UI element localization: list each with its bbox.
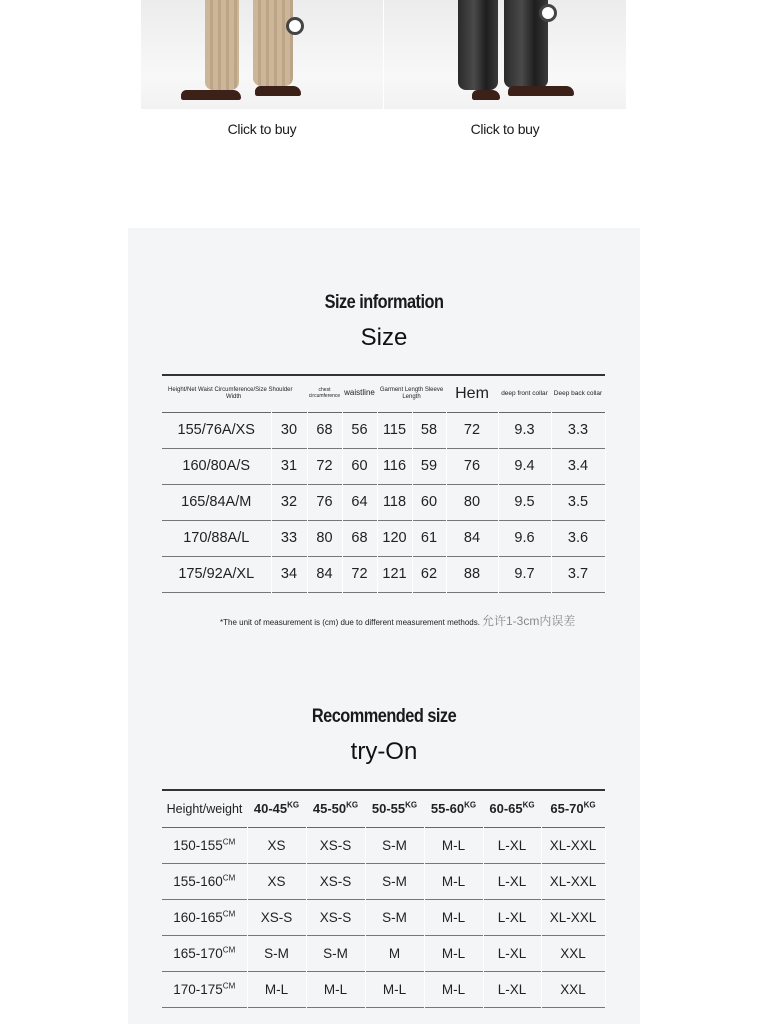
header-weight-range (365, 790, 424, 827)
product-card-black[interactable] (384, 0, 626, 145)
measurement-cell: 118 (377, 484, 412, 520)
header-length-label: Length (402, 393, 421, 400)
header-deep-back-collar: Deep back collar (553, 390, 603, 398)
hotspot-icon[interactable] (539, 4, 557, 22)
measurement-cell: 80 (307, 520, 342, 556)
recommended-size-cell: XXL (541, 971, 605, 1007)
header-width-label: Width (226, 393, 242, 400)
header-height-waist-label: Height/Net Waist Circumference/Size Shoulder (168, 387, 293, 394)
weight-unit: KG (583, 800, 596, 810)
recommended-table-row (162, 899, 605, 935)
header-label: 65-70 (550, 801, 584, 817)
product-card-beige[interactable] (141, 0, 383, 145)
recommended-size-cell: XS (247, 863, 306, 899)
recommended-size-cell: M-L (424, 827, 483, 863)
measurement-cell: 3.3 (551, 412, 605, 448)
height-range-label: 165-170 (173, 945, 223, 961)
measurement-cell: 9.4 (498, 448, 551, 484)
click-to-buy-link[interactable]: Click to buy (470, 121, 540, 137)
recommended-size-cell: S-M (306, 935, 365, 971)
recommended-table-header (162, 790, 605, 827)
trouser-leg (253, 0, 293, 86)
measurement-cell: 72 (307, 448, 342, 484)
height-range-label: 160-165 (173, 909, 223, 925)
recommended-size-title: Recommended size (311, 706, 457, 727)
measurement-note-cn: 允许1-3cm内误差 (481, 614, 576, 628)
measurement-cell: 80 (446, 484, 498, 520)
height-range-cell (162, 863, 247, 899)
header-label: 40-45 (253, 801, 288, 817)
measurement-cell: 32 (271, 484, 307, 520)
recommended-size-cell: M-L (247, 971, 306, 1007)
measurement-cell: 3.4 (551, 448, 605, 484)
shoe (508, 86, 574, 96)
header-label: 60-65 (489, 801, 523, 817)
measurement-cell: 33 (271, 520, 307, 556)
size-table-row (162, 520, 605, 556)
height-unit: CM (222, 981, 236, 990)
recommended-size-cell: L-XL (483, 935, 541, 971)
recommended-size-cell: L-XL (483, 863, 541, 899)
recommended-size-cell: XL-XXL (541, 863, 605, 899)
recommended-size-cell: S-M (365, 863, 424, 899)
measurement-cell: 9.7 (498, 556, 551, 592)
measurement-cell: 9.5 (498, 484, 551, 520)
recommended-size-cell: M-L (424, 899, 483, 935)
header-label: 50-55 (371, 801, 406, 817)
measurement-cell: 59 (412, 448, 446, 484)
recommended-table-row (162, 971, 605, 1007)
recommended-size-cell: L-XL (483, 899, 541, 935)
size-label-cell: 165/84A/M (162, 484, 271, 520)
measurement-cell: 3.5 (551, 484, 605, 520)
size-label-cell: 170/88A/L (162, 520, 271, 556)
measurement-cell: 3.6 (551, 520, 605, 556)
size-table-row (162, 556, 605, 592)
recommended-size-cell: L-XL (483, 971, 541, 1007)
header-label: 45-50 (312, 801, 347, 817)
recommended-table-row (162, 863, 605, 899)
header-weight-range (541, 790, 605, 827)
size-subtitle: Size (360, 324, 408, 351)
weight-unit: KG (346, 800, 359, 810)
recommended-size-cell: M-L (365, 971, 424, 1007)
weight-unit: KG (464, 800, 477, 810)
measurement-cell: 62 (412, 556, 446, 592)
measurement-cell: 9.6 (498, 520, 551, 556)
size-table-row (162, 484, 605, 520)
recommended-size-cell: XS-S (306, 863, 365, 899)
header-circumference-label: circumference (308, 392, 341, 399)
size-table-row (162, 412, 605, 448)
try-on-subtitle: try-On (350, 738, 418, 765)
measurement-cell: 56 (342, 412, 377, 448)
measurement-cell: 76 (307, 484, 342, 520)
recommended-size-cell: XXL (541, 935, 605, 971)
measurement-cell: 121 (377, 556, 412, 592)
measurement-cell: 68 (342, 520, 377, 556)
recommended-size-cell: XL-XXL (541, 827, 605, 863)
product-photo-beige-trousers[interactable] (141, 0, 383, 109)
recommended-size-panel (128, 676, 640, 1024)
header-chest (307, 375, 342, 412)
height-unit: CM (222, 837, 236, 846)
header-garment-length (377, 375, 446, 412)
recommended-size-cell: M-L (424, 863, 483, 899)
header-height-weight (162, 790, 247, 827)
shoe (181, 90, 241, 100)
size-info-title: Size information (324, 292, 444, 313)
measurement-cell: 64 (342, 484, 377, 520)
recommended-size-cell: L-XL (483, 827, 541, 863)
recommended-size-cell: XS-S (306, 827, 365, 863)
product-strip (141, 0, 626, 145)
size-label-cell: 175/92A/XL (162, 556, 271, 592)
measurement-cell: 116 (377, 448, 412, 484)
measurement-cell: 84 (307, 556, 342, 592)
height-range-label: 150-155 (173, 837, 223, 853)
recommended-table-row (162, 827, 605, 863)
header-label: 55-60 (430, 801, 465, 817)
click-to-buy-link[interactable]: Click to buy (227, 121, 297, 137)
size-information-panel (128, 228, 640, 676)
shoe (472, 90, 500, 100)
height-range-cell (162, 827, 247, 863)
height-unit: CM (222, 945, 236, 954)
measurement-cell: 68 (307, 412, 342, 448)
header-height-waist (162, 375, 307, 412)
hotspot-icon[interactable] (286, 17, 304, 35)
size-label-cell: 155/76A/XS (162, 412, 271, 448)
shoe (255, 86, 301, 96)
recommended-size-cell: M-L (424, 971, 483, 1007)
measurement-cell: 76 (446, 448, 498, 484)
measurement-cell: 120 (377, 520, 412, 556)
measurement-cell: 58 (412, 412, 446, 448)
height-range-label: 155-160 (173, 873, 223, 889)
measurement-note (220, 612, 575, 629)
header-weight-range (247, 790, 306, 827)
measurement-cell: 115 (377, 412, 412, 448)
measurement-cell: 61 (412, 520, 446, 556)
header-hem: Hem (455, 384, 489, 402)
measurement-cell: 60 (342, 448, 377, 484)
weight-unit: KG (287, 800, 300, 810)
recommended-size-cell: S-M (365, 899, 424, 935)
height-unit: CM (222, 909, 236, 918)
measurement-cell: 34 (271, 556, 307, 592)
weight-unit: KG (405, 800, 418, 810)
height-range-cell (162, 899, 247, 935)
measurement-cell: 3.7 (551, 556, 605, 592)
recommended-size-cell: S-M (365, 827, 424, 863)
height-range-cell (162, 971, 247, 1007)
recommended-size-cell: M-L (306, 971, 365, 1007)
header-chest-label: chest (318, 387, 331, 394)
measurement-cell: 72 (446, 412, 498, 448)
header-weight-range (306, 790, 365, 827)
recommended-size-cell: XS-S (247, 899, 306, 935)
header-deep-front-collar: deep front collar (501, 390, 548, 398)
recommended-size-cell: M-L (424, 935, 483, 971)
measurement-cell: 30 (271, 412, 307, 448)
measurement-note-text: *The unit of measurement is (cm) due to different measurement methods. (220, 618, 480, 627)
recommended-table-row (162, 935, 605, 971)
recommended-size-cell: S-M (247, 935, 306, 971)
size-table-header (162, 375, 605, 412)
recommended-size-cell: XL-XXL (541, 899, 605, 935)
trouser-leg (205, 0, 239, 90)
measurement-cell: 88 (446, 556, 498, 592)
header-waistline: waistline (344, 388, 375, 398)
weight-unit: KG (522, 800, 535, 810)
trouser-leg (458, 0, 498, 90)
measurement-cell: 9.3 (498, 412, 551, 448)
header-weight-range (483, 790, 541, 827)
recommended-size-cell: XS-S (306, 899, 365, 935)
measurement-cell: 60 (412, 484, 446, 520)
header-garment-label: Garment Length Sleeve (379, 387, 444, 394)
height-range-label: 170-175 (173, 981, 223, 997)
size-table (162, 374, 606, 593)
recommended-size-cell: M (365, 935, 424, 971)
height-range-cell (162, 935, 247, 971)
size-label-cell: 160/80A/S (162, 448, 271, 484)
height-unit: CM (222, 873, 236, 882)
size-table-row (162, 448, 605, 484)
measurement-cell: 84 (446, 520, 498, 556)
measurement-cell: 72 (342, 556, 377, 592)
recommended-size-cell: XS (247, 827, 306, 863)
header-weight-range (424, 790, 483, 827)
product-photo-black-trousers[interactable] (384, 0, 626, 109)
recommended-size-table (162, 789, 606, 1008)
measurement-cell: 31 (271, 448, 307, 484)
header-label: Height/weight (166, 801, 243, 816)
